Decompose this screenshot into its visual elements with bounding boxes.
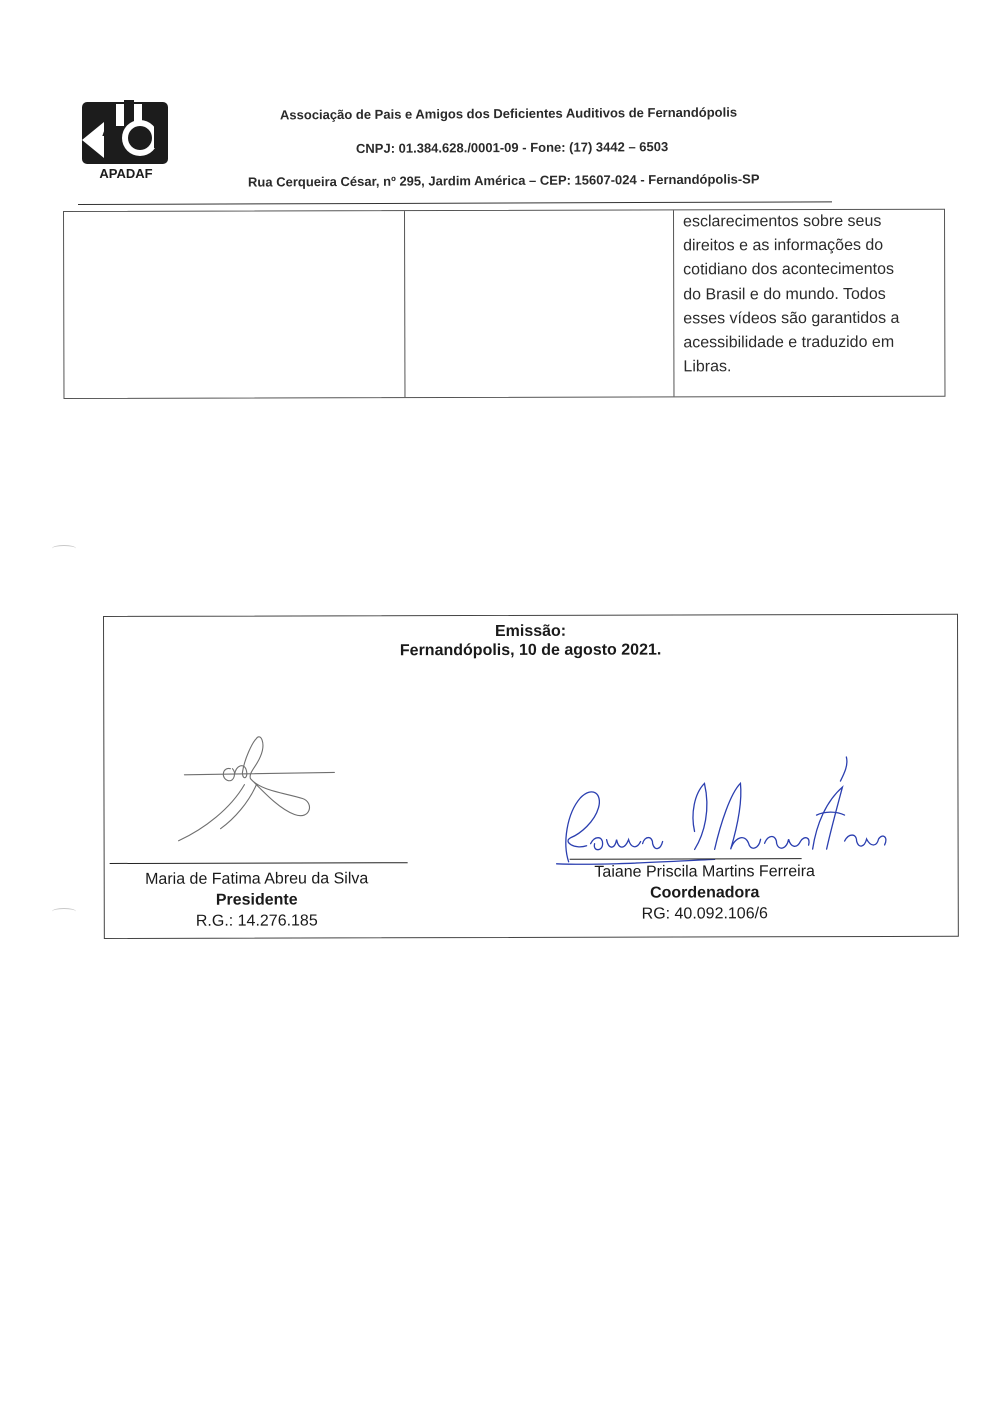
logo-text: APADAF bbox=[99, 166, 153, 181]
description-line: Libras. bbox=[683, 358, 732, 376]
signer-president bbox=[121, 868, 393, 932]
signer-id: R.G.: 14.276.185 bbox=[195, 912, 318, 930]
signature-coordinator bbox=[544, 753, 894, 872]
emission-signature-box bbox=[103, 614, 959, 939]
table-cell-description bbox=[674, 210, 944, 397]
table-cell-1 bbox=[64, 211, 405, 398]
emission-date: Fernandópolis, 10 de agosto 2021. bbox=[399, 641, 662, 660]
table-cell-2 bbox=[405, 210, 674, 397]
signer-id: RG: 40.092.106/6 bbox=[641, 905, 768, 923]
organization-title: Associação de Pais e Amigos dos Deficientes Auditivos de Fernandópolis bbox=[279, 104, 738, 123]
address: Rua Cerqueira César, nº 295, Jardim América – CEP: 15607-024 - Fernandópolis-SP bbox=[247, 171, 760, 190]
cnpj-phone: CNPJ: 01.384.628./0001-09 - Fone: (17) 3442 – 6503 bbox=[355, 139, 669, 156]
description-line: esclarecimentos sobre seus bbox=[683, 212, 882, 231]
signature-president bbox=[164, 728, 364, 849]
description-line: do Brasil e do mundo. Todos bbox=[683, 285, 886, 303]
signer-name: Taiane Priscila Martins Ferreira bbox=[594, 863, 815, 881]
activity-table bbox=[63, 209, 945, 399]
svg-text:A: A bbox=[102, 125, 111, 139]
punch-hole-mark bbox=[52, 908, 76, 915]
emission-label: Emissão: bbox=[494, 622, 567, 640]
signer-role: Coordenadora bbox=[650, 884, 760, 902]
description-line: acessibilidade e traduzido em bbox=[683, 333, 895, 352]
description-line: direitos e as informações do bbox=[683, 237, 884, 255]
apadaf-logo bbox=[80, 100, 172, 182]
description-line: cotidiano dos acontecimentos bbox=[683, 261, 894, 279]
description-line: esses vídeos são garantidos a bbox=[683, 309, 900, 328]
signer-coordinator bbox=[565, 861, 845, 925]
punch-hole-mark bbox=[52, 545, 76, 552]
signature-line-president bbox=[110, 862, 408, 864]
signer-name: Maria de Fatima Abreu da Silva bbox=[145, 870, 369, 888]
header-divider bbox=[78, 201, 832, 205]
signer-role: Presidente bbox=[215, 891, 298, 909]
